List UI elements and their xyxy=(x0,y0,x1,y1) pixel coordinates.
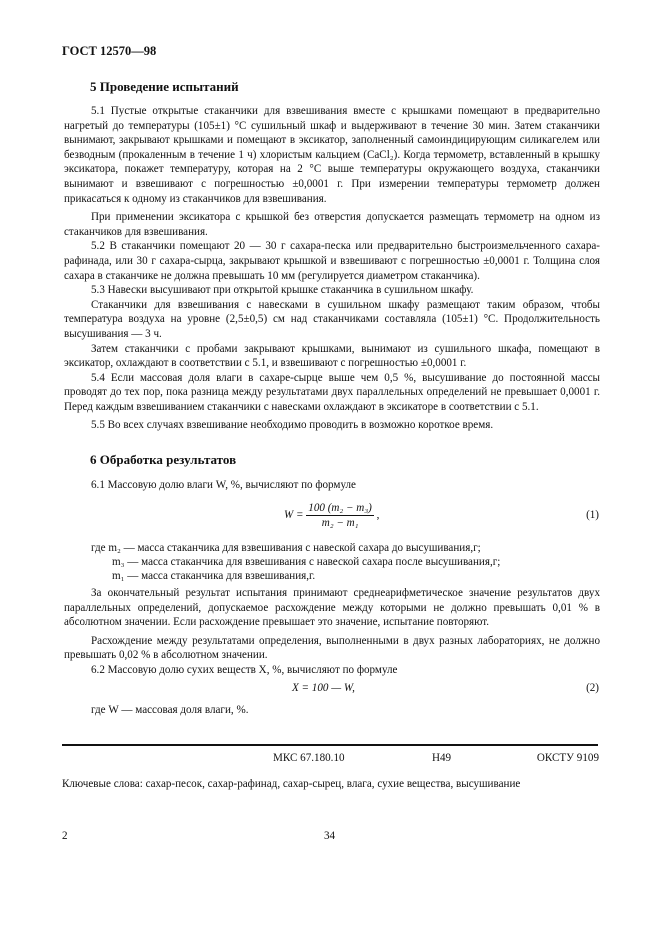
page-number-center: 34 xyxy=(324,830,336,842)
document-header: ГОСТ 12570—98 xyxy=(62,44,157,58)
h-code: Н49 xyxy=(432,752,452,764)
paragraph-5-3-cooling: Затем стаканчики с пробами закрывают крышками, вынимают из сушильного шкафа, помещают в эксикатор, охлаждают в соответствии с 5.1, и взвешивают с погрешностью ±0,0001 г. xyxy=(64,342,600,370)
formula-2: X = 100 — W, xyxy=(292,682,355,694)
paragraph-5-1-note: При применении эксикатора с крышкой без отверстия допускается размещать термометр на одном из стаканчиков для взвешивания. xyxy=(64,211,600,238)
paragraph-6-1: 6.1 Массовую долю влаги W, %, вычисляют по формуле xyxy=(91,479,356,491)
formula-1 xyxy=(284,502,379,529)
section-5-body xyxy=(64,104,600,433)
section-6-title: 6 Обработка результатов xyxy=(90,452,237,467)
formula-1-comma: , xyxy=(376,509,380,522)
page-number-left: 2 xyxy=(62,830,68,842)
footer-rule xyxy=(62,744,598,746)
mks-code: МКС 67.180.10 xyxy=(273,752,345,764)
paragraph-5-4: 5.4 Если массовая доля влаги в сахаре-сырце выше чем 0,5 %, высушивание до постоянной массы проводят до тех пор, пока разница между результатами двух параллельных определений не превышает 0,0001 г. Перед каждым взвешиванием стаканчики с навесками охлаждают в эксикаторе в соответствии с 5.1. xyxy=(64,371,600,413)
paragraph-5-1: 5.1 Пустые открытые стаканчики для взвешивания вместе с крышками помещают в предварительно нагретый до температуры (105±1) °С сушильный шкаф и выдерживают в течение 30 мин. Затем стаканчики вынимают, закрывают крышками и помещают в эксикатор, заполненный самоиндицирующим силикагелем или безводным (прокаленным в течение 1 ч) хлористым кальцием (CaCl₂). Когда термометр, вставленный в крышку эксикатора, покажет температуру, которая на 2 °С выше температуры окружающего воздуха, стаканчики вынимают и взвешивают с погрешностью ±0,0001 г. При измерении температуры термометр должен прикасаться к одному из стаканчиков для взвешивания. xyxy=(64,105,600,205)
formula-1-number: (1) xyxy=(586,509,599,521)
paragraph-5-3: 5.3 Навески высушивают при открытой крышке стаканчика в сушильном шкафу. xyxy=(91,284,474,297)
paragraph-6-discrepancy: Расхождение между результатами определения, выполненными в двух разных лабораториях, не должно превышать 0,02 % в абсолютном значении. xyxy=(64,634,600,662)
paragraph-5-3-placement: Стаканчики для взвешивания с навесками в сушильном шкафу размещают таким образом, чтобы температура воздуха на уровне (2,5±0,5) см над стаканчиками составляла (105±1) °С. Продолжительность высушивания — 3 ч. xyxy=(64,298,600,340)
okstu-code: ОКСТУ 9109 xyxy=(536,752,599,764)
paragraph-6-result: За окончательный результат испытания принимают среднеарифметическое значение результатов двух параллельных определений, допускаемое расхождение между которыми не должно превышать 0,01 % в абсолютном значении. Если расхождение превышает это значение, испытание повторяют. xyxy=(64,587,600,629)
section-6-body xyxy=(64,586,600,678)
section-5-title: 5 Проведение испытаний xyxy=(90,79,239,94)
paragraph-5-2: 5.2 В стаканчики помещают 20 — 30 г сахара-песка или предварительно быстроизмельченного сахара-рафинада, или 30 г сахара-сырца, закрывают крышкой и взвешивают с погрешностью ±0,0001 г. Толщина слоя сахара в стаканчике не должна превышать 10 мм (регулируется диаметром стаканчика). xyxy=(64,240,600,282)
legend-m3: m₃ — масса стаканчика для взвешивания с навеской сахара после высушивания,г; xyxy=(112,556,501,568)
formula-1-fraction xyxy=(306,502,374,529)
formula-1-lhs: W = xyxy=(284,509,304,522)
formula-1-numerator: 100 (m₂ − m₃) xyxy=(308,502,372,514)
keywords: Ключевые слова: сахар-песок, сахар-рафинад, сахар-сырец, влага, сухие вещества, высушивание xyxy=(62,778,521,790)
legend-m2: где m₂ — масса стаканчика для взвешивания с навеской сахара до высушивания,г; xyxy=(91,542,481,554)
formula-2-number: (2) xyxy=(586,682,599,694)
legend-w: где W — массовая доля влаги, %. xyxy=(91,704,249,716)
paragraph-6-2: 6.2 Массовую долю сухих веществ X, %, вычисляют по формуле xyxy=(91,663,398,676)
legend-m1: m₁ — масса стаканчика для взвешивания,г. xyxy=(112,570,316,582)
paragraph-5-5: 5.5 Во всех случаях взвешивание необходимо проводить в возможно короткое время. xyxy=(91,419,494,432)
formula-1-denominator: m₂ − m₁ xyxy=(321,517,359,529)
